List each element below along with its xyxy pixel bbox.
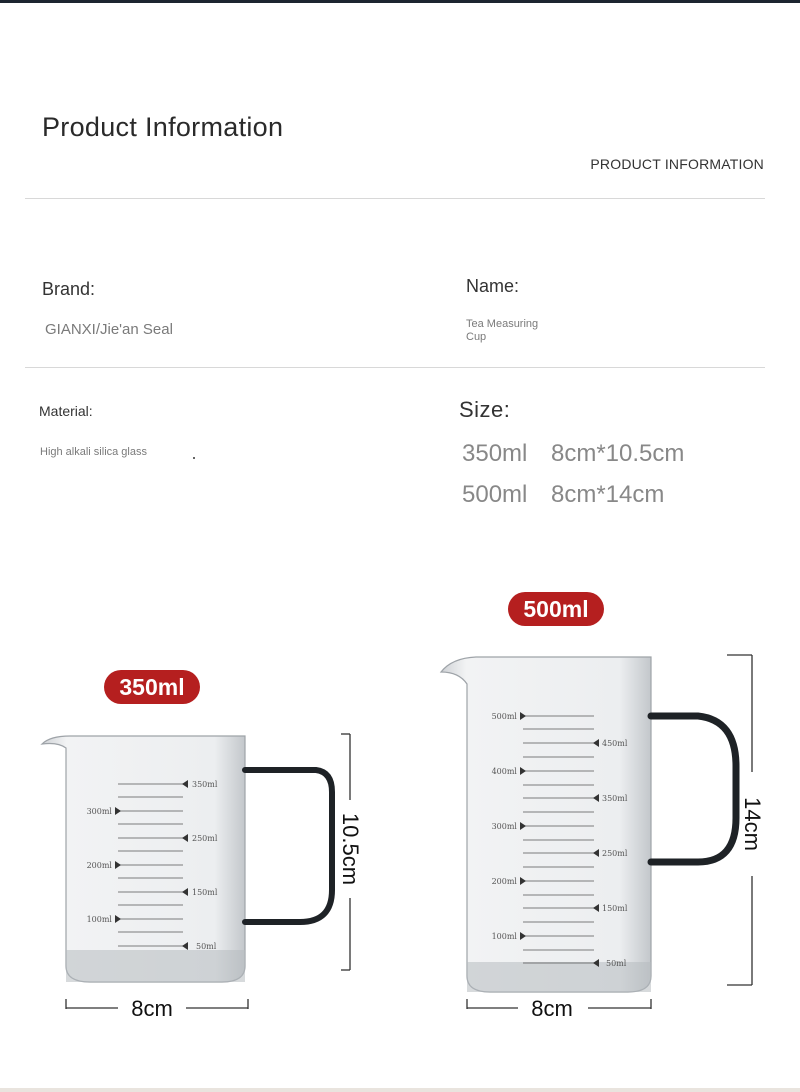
name-value-line: Cup (466, 331, 487, 343)
small-cup (42, 734, 363, 1021)
scale-label: 350ml (192, 780, 218, 789)
size-capacity: 350ml (462, 440, 528, 467)
page-subtitle: PRODUCT INFORMATION (590, 156, 764, 172)
scale-label: 150ml (192, 888, 218, 897)
size-capacity: 500ml (462, 481, 528, 508)
large-cup-body (441, 657, 651, 992)
bottom-border (0, 1088, 800, 1092)
large-cup (441, 655, 765, 1021)
scale-label: 400ml (491, 767, 517, 776)
small-cup-handle (245, 770, 332, 922)
scale-label: 50ml (606, 959, 627, 968)
small-cup-base (66, 950, 245, 982)
scale-label: 500ml (491, 712, 517, 721)
scale-label: 100ml (86, 915, 112, 924)
large-width-label: 8cm (531, 996, 573, 1021)
scale-label: 150ml (602, 904, 628, 913)
brand-label: Brand: (42, 279, 96, 299)
small-height-label: 10.5cm (338, 812, 363, 886)
page-title: Product Information (42, 112, 284, 142)
scale-label: 300ml (86, 807, 112, 816)
size-dimensions: 8cm*14cm (551, 481, 665, 508)
material-label: Material: (39, 403, 93, 419)
scale-label: 250ml (602, 849, 628, 858)
scale-label: 100ml (491, 932, 517, 941)
large-height-label: 14cm (740, 797, 765, 851)
scale-label: 200ml (491, 877, 517, 886)
scale-label: 250ml (192, 834, 218, 843)
size-label: Size: (459, 397, 511, 422)
scale-label: 300ml (491, 822, 517, 831)
capacity-badge-500: 500ml (508, 592, 604, 626)
material-value: High alkali silica glass (40, 446, 147, 458)
capacity-badge-350: 350ml (104, 670, 200, 704)
scale-label: 450ml (602, 739, 628, 748)
scale-label: 350ml (602, 794, 628, 803)
name-value-line: Tea Measuring (466, 318, 539, 330)
brand-value: GIANXI/Jie'an Seal (45, 321, 173, 338)
large-cup-handle (651, 716, 736, 862)
size-dimensions: 8cm*10.5cm (551, 440, 685, 467)
scale-label: 200ml (86, 861, 112, 870)
scale-label: 50ml (196, 942, 217, 951)
name-label: Name: (466, 276, 520, 296)
small-width-label: 8cm (131, 996, 173, 1021)
